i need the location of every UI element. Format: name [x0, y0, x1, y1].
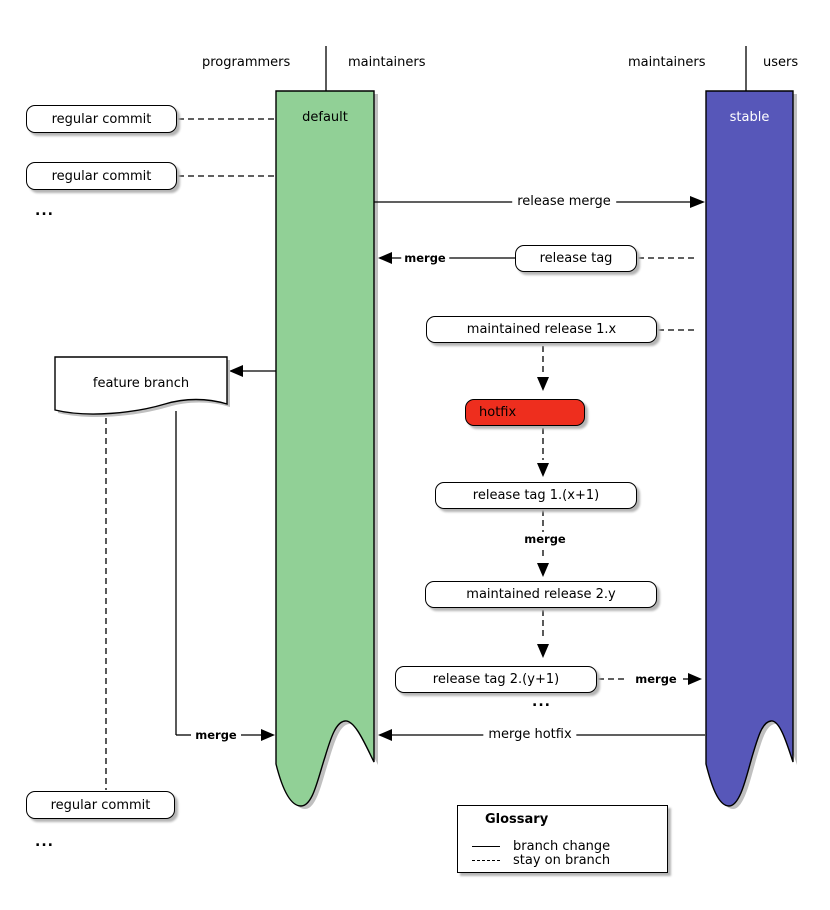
chain-arrowhead-4: [537, 644, 549, 658]
glossary-box: [457, 805, 668, 873]
chain-arrowhead-1: [537, 377, 549, 391]
merge-2y1-label: merge: [632, 672, 680, 686]
ellipsis-bottom-left: ...: [35, 834, 54, 850]
stable-header-right-label: users: [763, 55, 799, 70]
regular-commit-node-2: regular commit: [26, 162, 177, 190]
merge-release-tag-arrowhead: [378, 252, 392, 264]
merge-hotfix-label: merge hotfix: [483, 727, 576, 743]
release-tag-1x1-node: release tag 1.(x+1): [435, 482, 637, 509]
glossary-row-stay-on-branch: [472, 854, 610, 868]
merge-feature-label: merge: [192, 728, 240, 742]
ellipsis-top-left: ...: [35, 203, 54, 219]
merge-2y1-arrowhead: [688, 673, 702, 685]
feature-branch-arrowhead: [229, 365, 243, 377]
hotfix-node: hotfix: [465, 399, 585, 426]
default-branch-band: [276, 91, 374, 806]
merge-feature-arrowhead: [261, 729, 275, 741]
release-merge-arrowhead: [690, 196, 705, 208]
dashed-line-sample: [472, 860, 500, 861]
chain-arrowhead-3: [537, 563, 549, 577]
chain-arrowhead-2: [537, 463, 549, 477]
merge-hotfix-arrowhead: [378, 729, 392, 741]
glossary-title: Glossary: [485, 812, 549, 827]
glossary-legend: [472, 840, 610, 867]
stable-header-left-label: maintainers: [628, 55, 706, 70]
solid-line-sample: [472, 846, 500, 847]
feature-branch-label: feature branch: [92, 376, 190, 391]
release-tag-node: release tag: [515, 245, 637, 272]
release-tag-2y1-node: release tag 2.(y+1): [395, 666, 597, 693]
maintained-release-2y-node: maintained release 2.y: [425, 581, 657, 608]
default-header-left-label: programmers: [202, 55, 291, 70]
glossary-solid-label: branch change: [513, 839, 611, 854]
glossary-row-branch-change: [472, 840, 610, 854]
ellipsis-middle: ...: [532, 694, 551, 710]
stable-branch-band: [706, 91, 793, 806]
glossary-dashed-label: stay on branch: [513, 852, 611, 868]
merge-release-tag-label: merge: [401, 251, 449, 265]
solid-connectors: [176, 202, 705, 735]
release-merge-label: release merge: [512, 194, 616, 210]
default-header-right-label: maintainers: [348, 55, 426, 70]
merge-chain-label: merge: [521, 532, 569, 546]
regular-commit-node-1: regular commit: [26, 105, 177, 133]
stable-branch-label: stable: [729, 110, 770, 125]
maintained-release-1x-node: maintained release 1.x: [426, 316, 657, 343]
regular-commit-node-3: regular commit: [26, 791, 175, 819]
default-branch-label: default: [302, 110, 348, 125]
